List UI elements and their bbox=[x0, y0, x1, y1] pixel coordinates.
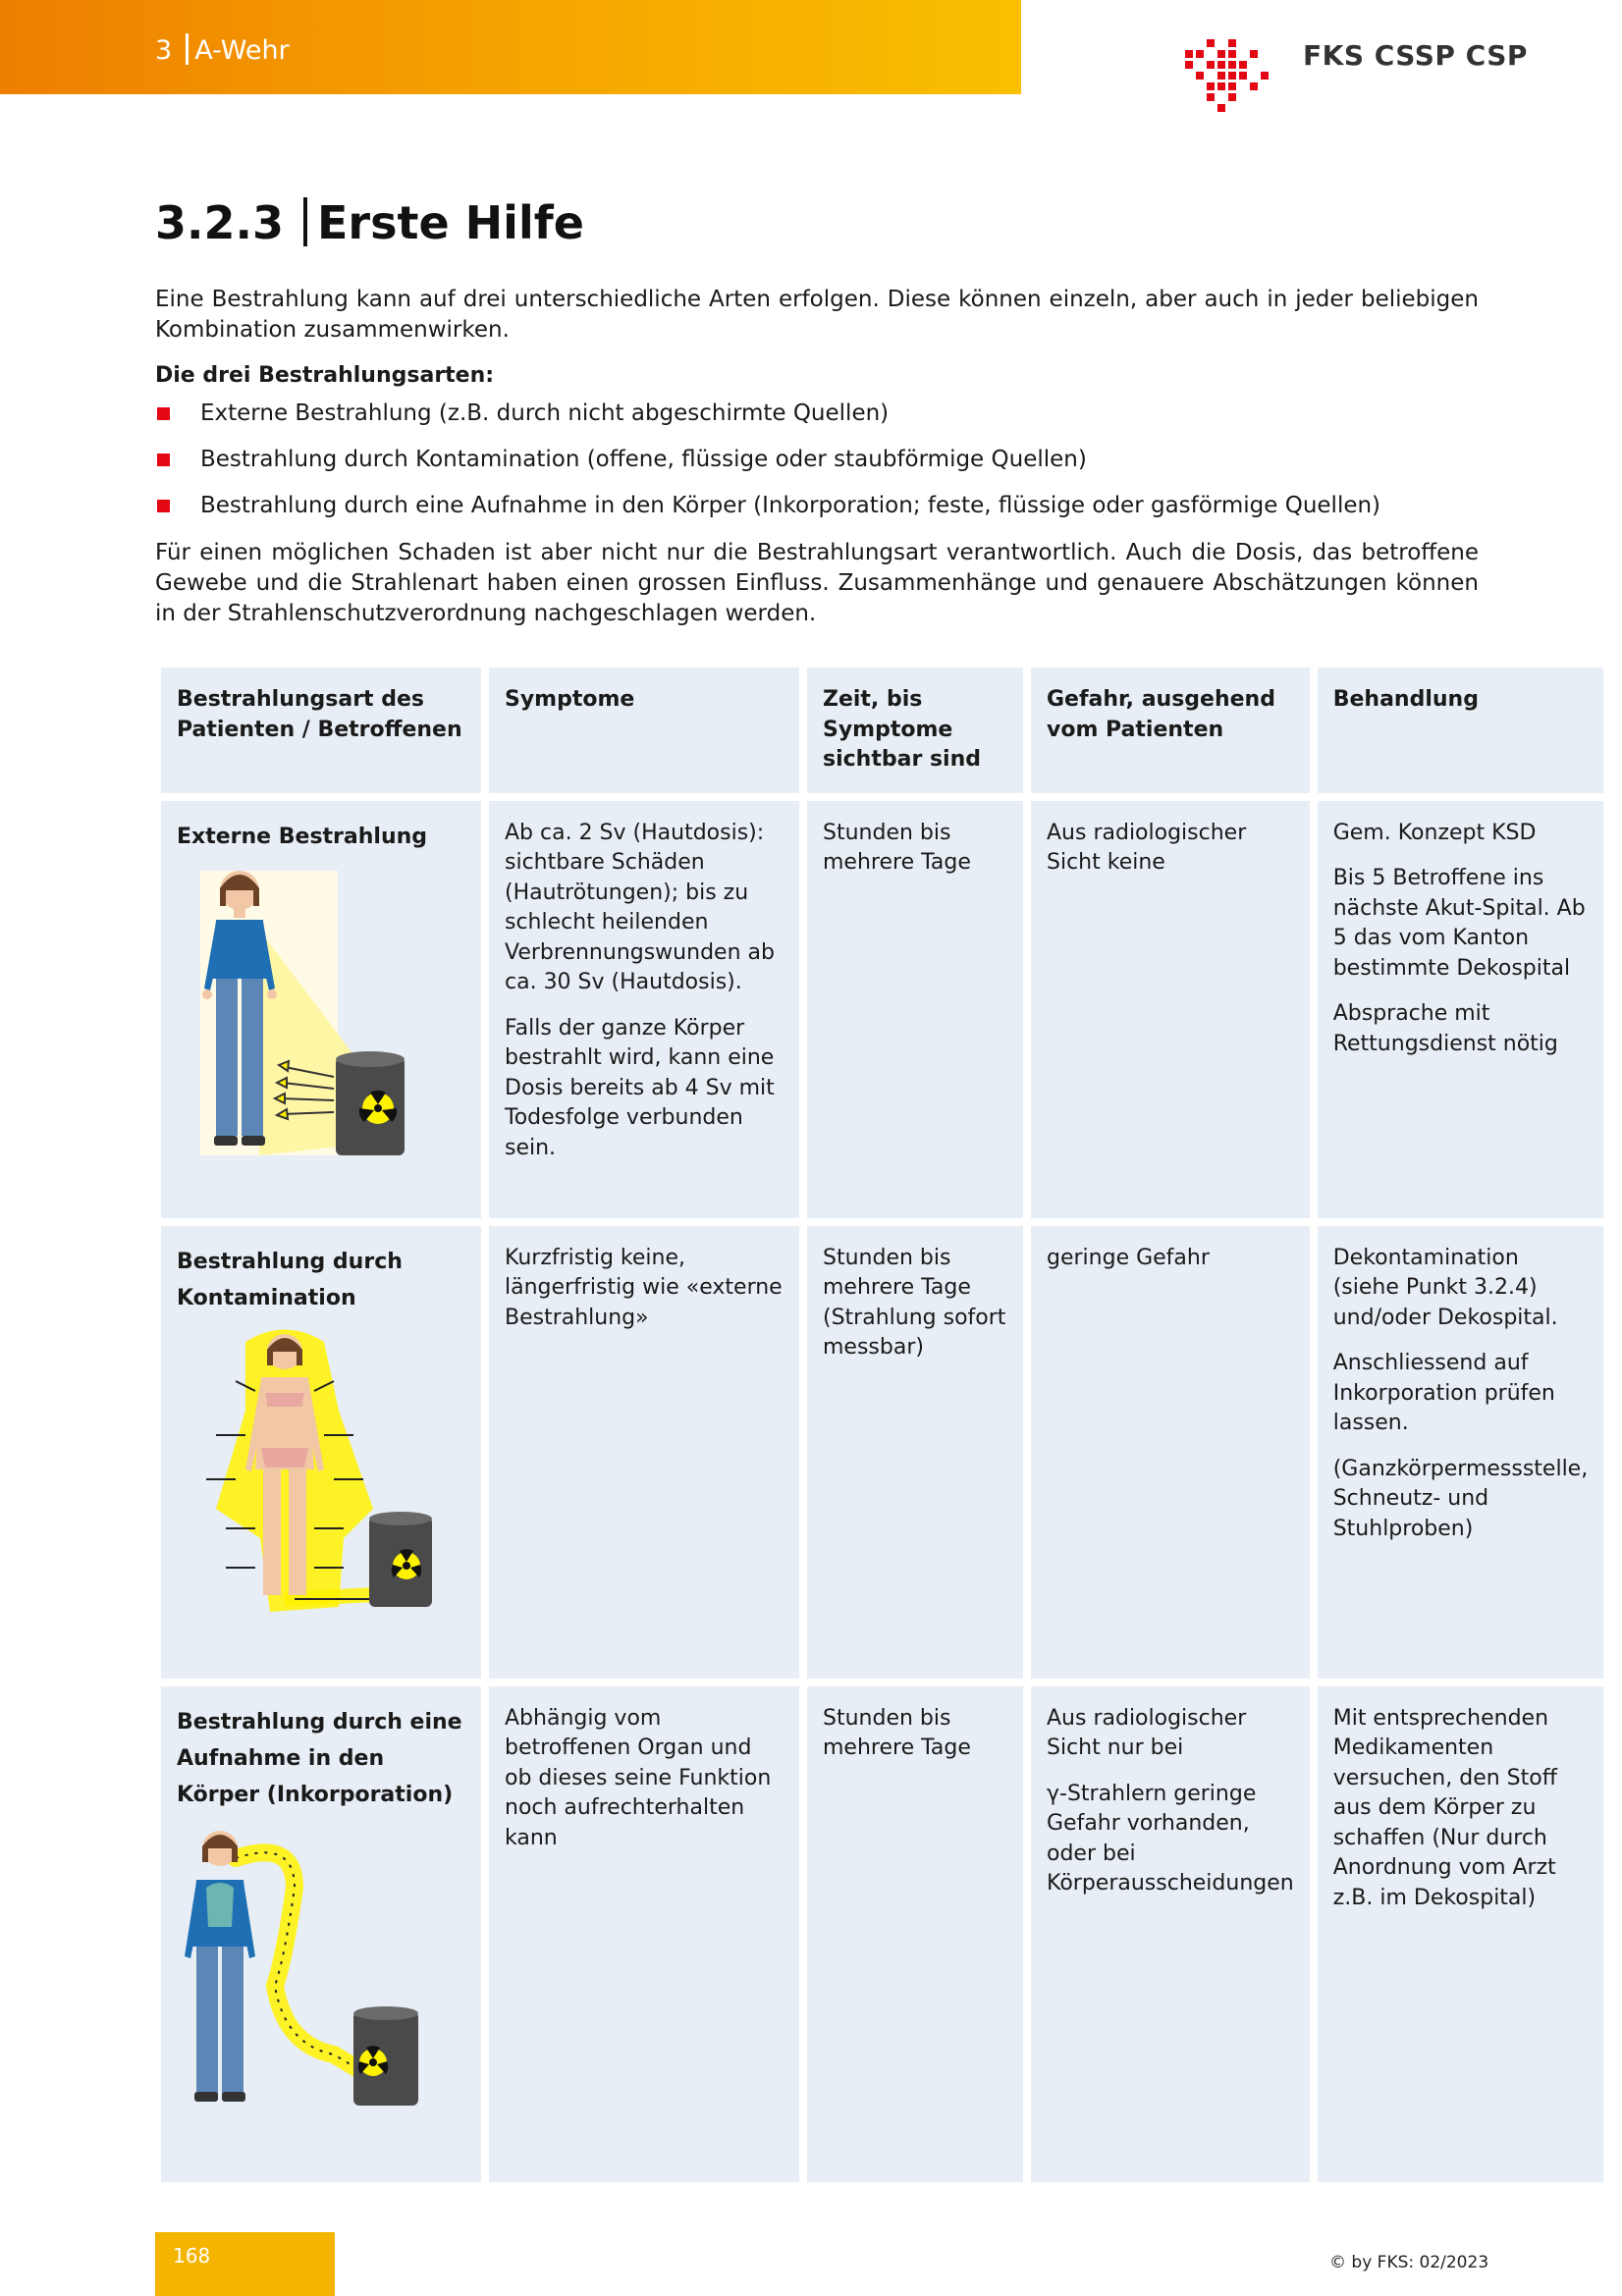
external-radiation-illustration-icon bbox=[177, 861, 412, 1165]
chapter-title: A-Wehr bbox=[194, 35, 290, 66]
row-label: Bestrahlung durch eine Aufnahme in den Körper (Inkorporation) bbox=[177, 1709, 462, 1807]
row-label: Externe Bestrahlung bbox=[177, 824, 428, 849]
title-separator bbox=[303, 197, 307, 246]
first-aid-table bbox=[153, 660, 1611, 2190]
incorporation-illustration-icon bbox=[177, 1819, 432, 2113]
contamination-illustration-icon bbox=[177, 1322, 452, 1627]
page-title bbox=[155, 196, 584, 249]
list-item: Externe Bestrahlung (z.B. durch nicht abgeschirmte Quellen) bbox=[155, 399, 1479, 445]
logo-text: FKS CSSP CSP bbox=[1303, 39, 1528, 72]
table-header-row bbox=[161, 667, 1603, 793]
section-number: 3.2.3 bbox=[155, 196, 284, 249]
bullet-list bbox=[155, 399, 1479, 537]
bullet-square-icon bbox=[157, 407, 170, 420]
intro-paragraph: Eine Bestrahlung kann auf drei unterschiedliche Arten erfolgen. Diese können einzeln, aber auch in jeder beliebigen Kombination zusammenwirken. bbox=[155, 287, 1479, 343]
bullet-square-icon bbox=[157, 500, 170, 512]
treatment-cell: Gem. Konzept KSD Bis 5 Betroffene ins nächste Akut-Spital. Ab 5 das vom Kanton bestimmte Dekospital Absprache mit Rettungsdienst nötig bbox=[1318, 801, 1604, 1218]
symptoms-cell: Abhängig vom betroffenen Organ und ob dieses seine Funktion noch aufrechterhalten kann bbox=[489, 1686, 799, 2182]
chapter-number: 3 bbox=[155, 35, 173, 66]
treatment-cell: Mit entsprechenden Medikamenten versuchen, den Stoff aus dem Körper zu schaffen (Nur durch Anordnung vom Arzt z.B. im Dekospital) bbox=[1318, 1686, 1604, 2182]
danger-cell: Aus radiologischer Sicht keine bbox=[1031, 801, 1310, 1218]
header-gefahr: Gefahr, ausgehend vom Patienten bbox=[1031, 667, 1310, 793]
time-cell: Stunden bis mehrere Tage (Strahlung sofort messbar) bbox=[807, 1226, 1023, 1679]
treatment-cell: Dekontamination (siehe Punkt 3.2.4) und/oder Dekospital. Anschliessend auf Inkorporation prüfen lassen. (Ganzkörpermessstelle, Schneutz- und Stuhlproben) bbox=[1318, 1226, 1604, 1679]
chapter-separator bbox=[186, 33, 189, 65]
header-behandlung: Behandlung bbox=[1318, 667, 1604, 793]
header-band bbox=[0, 0, 1021, 94]
table-row bbox=[161, 1686, 1603, 2182]
list-heading: Die drei Bestrahlungsarten: bbox=[155, 363, 495, 388]
header-bestrahlungsart: Bestrahlungsart des Patienten / Betroffenen bbox=[161, 667, 481, 793]
table-row bbox=[161, 1226, 1603, 1679]
time-cell: Stunden bis mehrere Tage bbox=[807, 801, 1023, 1218]
header-symptome: Symptome bbox=[489, 667, 799, 793]
bullet-square-icon bbox=[157, 454, 170, 466]
list-item: Bestrahlung durch Kontamination (offene, flüssige oder staubförmige Quellen) bbox=[155, 445, 1479, 491]
danger-cell: geringe Gefahr bbox=[1031, 1226, 1310, 1679]
table-row bbox=[161, 801, 1603, 1218]
time-cell: Stunden bis mehrere Tage bbox=[807, 1686, 1023, 2182]
type-cell bbox=[161, 801, 481, 1218]
copyright: © by FKS: 02/2023 bbox=[1329, 2253, 1489, 2272]
row-label: Bestrahlung durch Kontamination bbox=[177, 1249, 403, 1310]
paragraph-dose: Für einen möglichen Schaden ist aber nicht nur die Bestrahlungsart verantwortlich. Auch die Dosis, das betroffene Gewebe und die Strahlenart haben einen grossen Einfluss. Zusammenhänge und genauere Abschätzungen können in der Strahlenschutzverordnung nachgeschlagen werden. bbox=[155, 540, 1479, 626]
footer-page-badge bbox=[155, 2232, 335, 2296]
page-number: 168 bbox=[173, 2244, 211, 2268]
symptoms-cell: Ab ca. 2 Sv (Hautdosis): sichtbare Schäden (Hautrötungen); bis zu schlecht heilenden Verbrennungswunden ab ca. 30 Sv (Hautdosis). Falls der ganze Körper bestrahlt wird, kann eine Dosis bereits ab 4 Sv mit Todesfolge verbunden sein. bbox=[489, 801, 799, 1218]
chapter-heading bbox=[155, 33, 290, 66]
section-title: Erste Hilfe bbox=[316, 196, 584, 249]
danger-cell: Aus radiologischer Sicht nur bei γ-Strahlern geringe Gefahr vorhanden, oder bei Körperausscheidungen bbox=[1031, 1686, 1310, 2182]
type-cell bbox=[161, 1686, 481, 2182]
type-cell bbox=[161, 1226, 481, 1679]
symptoms-cell: Kurzfristig keine, längerfristig wie «externe Bestrahlung» bbox=[489, 1226, 799, 1679]
header-zeit: Zeit, bis Symptome sichtbar sind bbox=[807, 667, 1023, 793]
list-item: Bestrahlung durch eine Aufnahme in den Körper (Inkorporation; feste, flüssige oder gasförmige Quellen) bbox=[155, 491, 1479, 537]
fks-logo-icon bbox=[1185, 39, 1298, 114]
